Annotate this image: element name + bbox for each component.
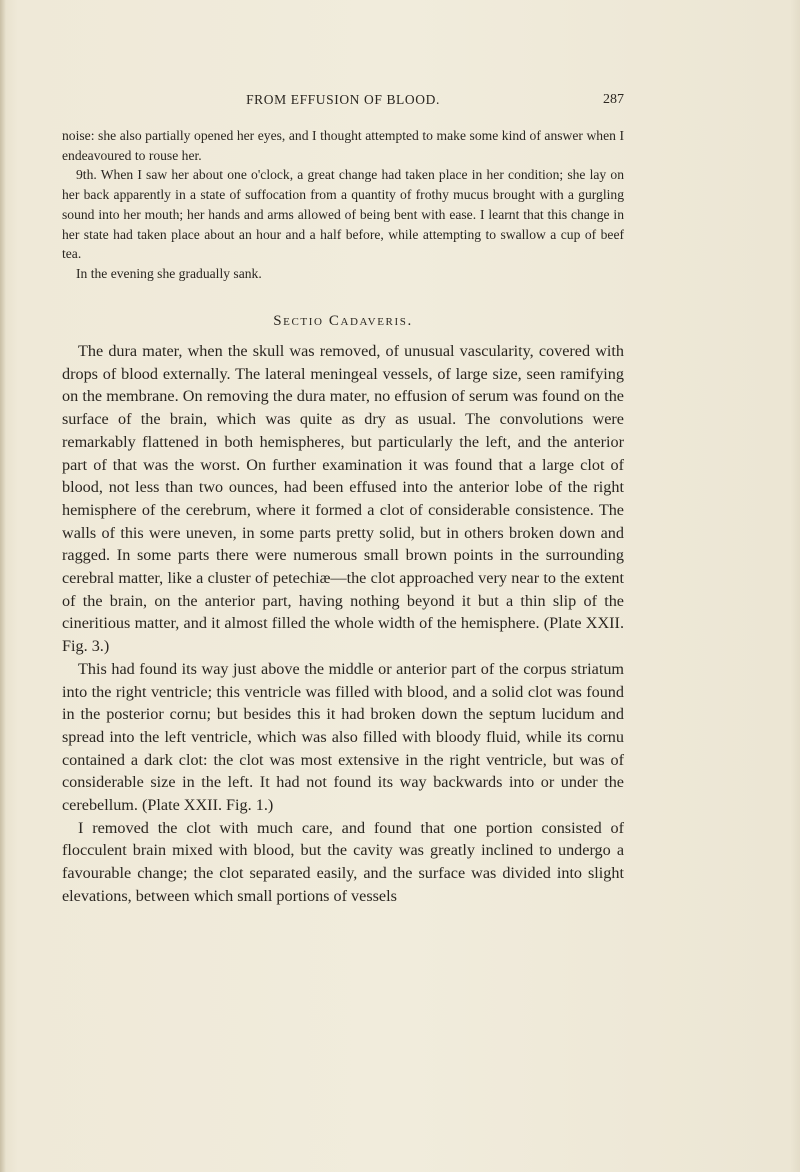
- section-heading-text: Sectio Cadaveris.: [273, 313, 413, 329]
- section-heading: [62, 313, 624, 330]
- body-paragraph: The dura mater, when the skull was removed, of unusual vascularity, covered with drops of blood externally. The lateral meningeal vessels, of large size, seen ramifying on the membrane. On removing the dura mater, no effusion of serum was found on the surface of the brain, which was quite as dry as usual. The convolutions were remarkably flattened in both hemispheres, but particularly the left, and the anterior part of that was the worst. On further examination it was found that a large clot of blood, not less than two ounces, had been effused into the anterior lobe of the right hemisphere of the cerebrum, where it formed a clot of considerable consistence. The walls of this were uneven, in some parts pretty solid, but in others broken down and ragged. In some parts there were numerous small brown points in the surrounding cerebral matter, like a cluster of petechiæ—the clot approached very near to the extent of the brain, on the anterior part, having nothing beyond it but a thin slip of the cineritious matter, and it almost filled the whole width of the hemisphere. (Plate XXII. Fig. 3.): [62, 342, 624, 656]
- body-paragraph: I removed the clot with much care, and found that one portion consisted of flocculent brain mixed with blood, but the cavity was greatly inclined to undergo a favourable change; the clot separated easily, and the surface was divided into slight elevations, between which small portions of vessels: [62, 818, 624, 905]
- autopsy-text: [62, 340, 624, 908]
- running-head: FROM EFFUSION OF BLOOD.: [246, 92, 440, 107]
- case-note-paragraph: In the evening she gradually sank.: [76, 265, 262, 281]
- page-gutter-shadow: [0, 0, 6, 1172]
- case-note-paragraph: noise: she also partially opened her eyes, and I thought attempted to make some kind of answer when I endeavoured to rouse her.: [62, 128, 624, 163]
- body-paragraph: This had found its way just above the middle or anterior part of the corpus striatum into the right ventricle; this ventricle was filled with blood, and a solid clot was found in the posterior cornu; but besides this it had broken down the septum lucidum and spread into the left ventricle, which was also filled with bloody fluid, while its cornu contained a dark clot: the clot was most extensive in the right ventricle, but was of considerable size in the left. It had not found its way backwards into or under the cerebellum. (Plate XXII. Fig. 1.): [62, 659, 624, 815]
- page-number: 287: [603, 92, 624, 107]
- page-header: [62, 92, 624, 112]
- case-notes: [62, 126, 624, 284]
- case-note-paragraph: 9th. When I saw her about one o'clock, a great change had taken place in her condition; she lay on her back apparently in a state of suffocation from a quantity of frothy mucus brought with a gurgling sound into her mouth; her hands and arms allowed of being bent with ease. I learnt that this change in her state had taken place about an hour and a half before, while attempting to swallow a cup of beef tea.: [62, 167, 624, 262]
